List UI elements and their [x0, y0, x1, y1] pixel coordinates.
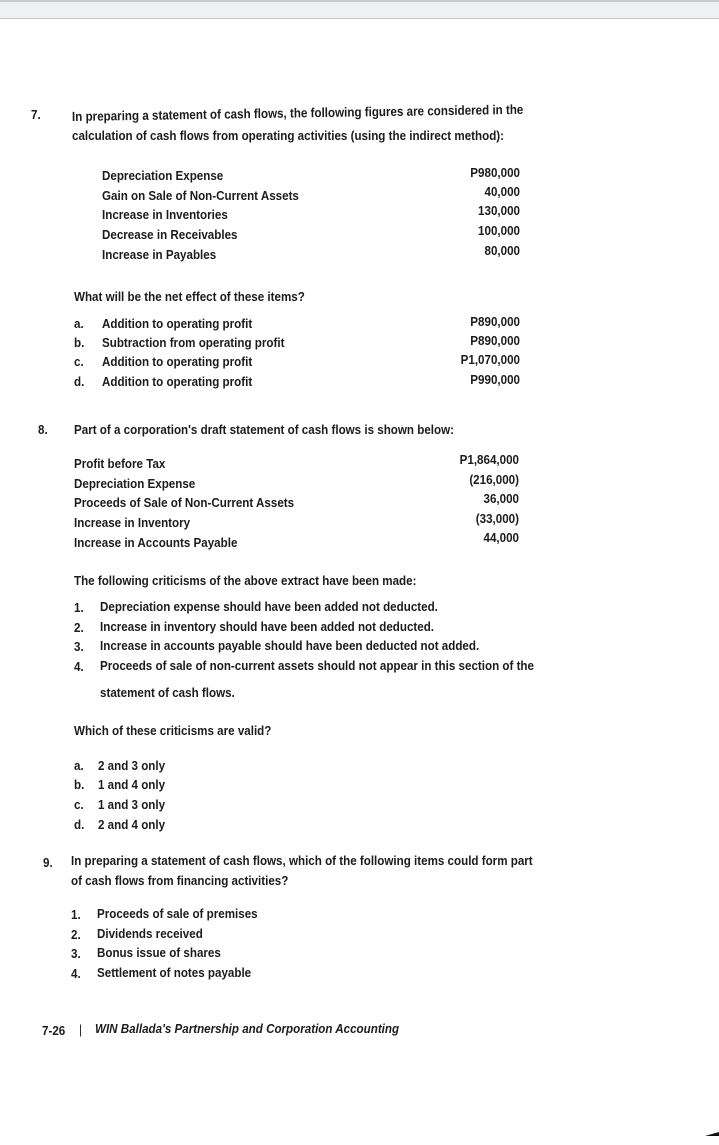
item-number: 2. [71, 927, 81, 942]
option-letter: c. [74, 354, 84, 369]
item-label: Profit before Tax [74, 456, 166, 471]
item-value: (216,000) [469, 472, 519, 487]
item-text: Settlement of notes payable [97, 965, 252, 980]
item-text: Proceeds of sale of premises [97, 906, 258, 921]
question-text-line: In preparing a statement of cash flows, the following figures are considered in the [71, 101, 524, 124]
item-label: Increase in Payables [102, 247, 217, 262]
item-number: 3. [71, 946, 81, 961]
criticism-text-continued: statement of cash flows. [100, 685, 235, 700]
item-value: P1,864,000 [459, 452, 519, 467]
item-value: 100,000 [478, 223, 520, 238]
item-label: Proceeds of Sale of Non-Current Assets [74, 495, 295, 510]
criticism-number: 3. [74, 639, 84, 654]
option-value: P1,070,000 [460, 352, 520, 367]
item-number: 1. [71, 907, 81, 922]
option-text: 1 and 3 only [98, 797, 166, 812]
item-value: 130,000 [478, 203, 520, 218]
question-number: 9. [43, 855, 53, 870]
footer-separator: | [79, 1022, 83, 1037]
question-text-line: Part of a corporation's draft statement of cash flows is shown below: [74, 422, 454, 437]
option-value: P890,000 [470, 333, 520, 348]
option-letter: a. [74, 316, 84, 331]
criticism-text: Proceeds of sale of non-current assets should not appear in this section of the [100, 658, 534, 673]
item-text: Dividends received [97, 926, 203, 941]
page-number: 7-26 [42, 1023, 66, 1038]
question-prompt: What will be the net effect of these items? [74, 289, 305, 304]
option-letter: b. [74, 335, 85, 350]
scan-edge-mark [705, 1132, 719, 1136]
item-value: 80,000 [484, 243, 520, 258]
item-label: Increase in Inventories [102, 207, 228, 222]
item-number: 4. [71, 966, 81, 981]
option-letter: d. [74, 817, 85, 832]
item-label: Increase in Inventory [74, 515, 191, 530]
criticism-number: 2. [74, 620, 84, 635]
item-value: P980,000 [470, 165, 520, 180]
option-value: P890,000 [470, 314, 520, 329]
option-text: 1 and 4 only [98, 777, 166, 792]
option-text: 2 and 4 only [98, 817, 166, 832]
item-label: Gain on Sale of Non-Current Assets [102, 188, 299, 203]
option-letter: c. [74, 797, 84, 812]
viewer-top-bar [0, 0, 719, 19]
question-text-line: calculation of cash flows from operating activities (using the indirect method): [72, 128, 505, 143]
item-text: Bonus issue of shares [97, 945, 221, 960]
item-value: 36,000 [483, 491, 519, 506]
criticism-text: Increase in inventory should have been added not deducted. [100, 619, 435, 634]
option-text: Addition to operating profit [102, 374, 253, 389]
option-letter: b. [74, 777, 85, 792]
option-letter: a. [74, 758, 84, 773]
option-text: 2 and 3 only [98, 758, 166, 773]
criticism-text: Depreciation expense should have been added not deducted. [100, 599, 438, 614]
criticisms-intro: The following criticisms of the above extract have been made: [74, 573, 417, 588]
book-title: WIN Ballada's Partnership and Corporation Accounting [95, 1021, 400, 1036]
item-label: Increase in Accounts Payable [74, 535, 238, 550]
criticism-text: Increase in accounts payable should have been deducted not added. [100, 638, 480, 653]
option-text: Addition to operating profit [102, 354, 253, 369]
criticism-number: 1. [74, 600, 84, 615]
question-number: 8. [38, 422, 48, 437]
item-label: Decrease in Receivables [102, 227, 238, 242]
item-label: Depreciation Expense [74, 476, 196, 491]
option-text: Subtraction from operating profit [102, 335, 285, 350]
option-text: Addition to operating profit [102, 316, 253, 331]
criticism-number: 4. [74, 659, 84, 674]
item-value: 40,000 [484, 184, 520, 199]
item-label: Depreciation Expense [102, 168, 224, 183]
question-prompt: Which of these criticisms are valid? [74, 723, 272, 738]
question-number: 7. [31, 107, 41, 122]
option-value: P990,000 [470, 372, 520, 387]
question-text-line: of cash flows from financing activities? [71, 873, 289, 888]
item-value: (33,000) [475, 511, 519, 526]
option-letter: d. [74, 374, 85, 389]
item-value: 44,000 [483, 530, 519, 545]
question-text-line: In preparing a statement of cash flows, which of the following items could form part [71, 853, 533, 868]
